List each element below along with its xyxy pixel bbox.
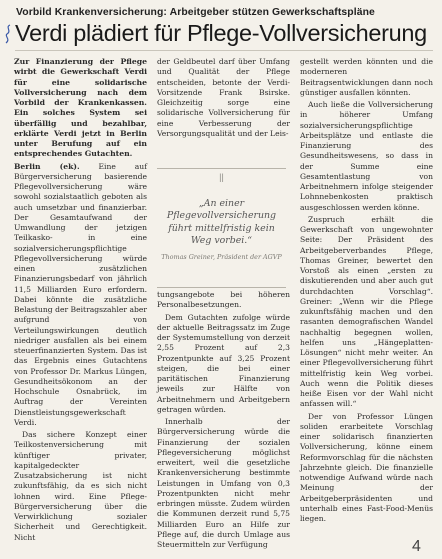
article-column-2 (157, 57, 290, 141)
article-headline: Verdi plädiert für Pflege-Vollversicherung (15, 20, 427, 46)
article-paragraph: Auch ließe die Vollversicherung in höherer Umfang sozialversicherungspflichtige Arbeitsplätze und entlaste die Finanzierung des Gesundheitswesens, so dass in der Summe eine Gesamtentlastung von Arbeitnehmern infolge steigender Lohnnebenkosten praktisch ausgeschlossen werden könne. (300, 100, 433, 212)
article-paragraph: gestellt werden könnten und die moderneren Beitragsentwicklungen dann noch günstiger ausfallen könnten. (300, 57, 433, 97)
article-column-2-body (157, 290, 290, 552)
article-paragraph: Innerhalb der Bürgerversicherung würde die Finanzierung der sozialen Pflegeversicherung möglichst erweitert, weil die gesetzliche Krankenversicherung bestimmte Leistungen in Umfang von 0,3 Prozentpunkten nicht mehr erbringen müsste. Zudem würden die Kommunen derzeit rund 5,75 Milliarden Euro an Hilfe zur Pflege auf, die durch Umlage aus Steuermitteln zur Verfügung (157, 417, 290, 549)
article-column-3 (300, 57, 433, 526)
handwritten-mark-icon (3, 24, 13, 44)
article-paragraph: Das sichere Konzept einer Teilkostenversicherung mit künftiger privater, kapitalgedeckter Zusatzabsicherung ist nicht zukunftsfähig, da es sich nicht lohnen wird. Eine Pflege-Bürgerversicherung über die Verwirklichung sozialer Sicherheit und Gerechtigkeit. Nicht (14, 430, 147, 542)
article-intro: Zur Finanzierung der Pflege wirbt die Gewerkschaft Verdi für eine solidarische Vollversicherung nach dem Vorbild der Krankenkassen. Ein solches System sei überfällig und bezahlbar, erklärte Verdi jetzt in Berlin unter Berufung auf ein entsprechendes Gutachten. (14, 57, 147, 159)
article-paragraph: tungsangebote bei höheren Personalbesetzungen. (157, 290, 290, 310)
headline-divider (15, 50, 433, 51)
article-column-1 (14, 57, 147, 545)
article-kicker: Vorbild Krankenversicherung: Arbeitgeber stützen Gewerkschaftspläne (16, 7, 375, 18)
pull-quote-attribution: Thomas Greiner, Präsident der AGVP (161, 253, 282, 262)
article-paragraph: Dem Gutachten zufolge würde der aktuelle Beitragssatz im Zuge der Systemumstellung von derzeit 2,55 Prozent auf 2,3 Prozentpunkte auf 3,25 Prozent steigen, die bei einer paritätischen Finanzierung jeweils zur Hälfte von Arbeitnehmern und Arbeitgebern getragen würden. (157, 312, 290, 414)
pull-quote-mark: || (219, 172, 224, 182)
page-number: 4 (412, 538, 421, 555)
article-paragraph: der Geldbeutel darf über Umfang und Qualität der Pflege entscheiden, betonte der Verdi-Vorsitzende Frank Bsirske. Gleichzeitig sorge eine solidarische Vollversicherung für eine Verbesserung der Versorgungsqualität und der Leis- (157, 57, 290, 138)
paragraph-text: Eine auf Bürgerversicherung basierende Pflegevollversicherung wäre sowohl sozialstaatlich geboten als auch umsetzbar und finanzierbar. Der Gesamtaufwand der Umwandlung der jetzigen Teilkasko- in eine sozialversicherungspflichtige Pflegevollversicherung würde einen zusätzlichen Finanzierungsbedarf von jährlich 11,5 Milliarden Euro erfordern. Dabei könnte die zusätzliche Belastung der Beitragszahler aber aufgrund von Verteilungswirkungen deutlich niedriger ausfallen als bei einem steuerfinanzierten System. Das ist das Ergebnis eines Gutachtens von Professor Dr. Markus Lüngen, Gesundheitsökonom an der Hochschule Osnabrück, im Auftrag der Vereinten Dienstleistungsgewerkschaft Verdi. (14, 161, 148, 427)
pull-quote-text: „An einer Pflegevollversicherung führt mittelfristig kein Weg vorbei.“ (166, 198, 277, 246)
dateline: Berlin (ek). (14, 161, 80, 171)
pull-quote (157, 168, 286, 288)
article-paragraph: Der von Professor Lüngen soliden erarbeitete Vorschlag einer solidarisch finanzierten Vollversicherung, könne einem Reformvorschlag für die nächsten Jahrzehnte gleich. Die finanzielle notwendige Aufwand würde nach Meinung der Arbeitgeberpräsidenten und unterhalb eines Fast-Food-Menüs liegen. (300, 411, 433, 523)
article-paragraph: Zuspruch erhält die Gewerkschaft von ungewohnter Seite: Der Präsident des Arbeitgeberverbandes Pflege, Thomas Greiner, bewertet den Vorstoß als einen „ersten zu diskutierenden und aber auch gut durchdachten Vorschlag“. Greiner: „Wenn wir die Pflege zukunftsfähig machen und den rasanten demografischen Wandel nachhaltig begegnen wollen, helfen uns „Hängeplatten-Lösungen“ nicht mehr weiter. An einer Pflegevollversicherung führt mittelfristig kein Weg vorbei. Auch wenn die Politik dieses heiße Eisen vor der Wahl nicht anfassen will.“ (300, 214, 433, 409)
article-paragraph (14, 162, 147, 429)
